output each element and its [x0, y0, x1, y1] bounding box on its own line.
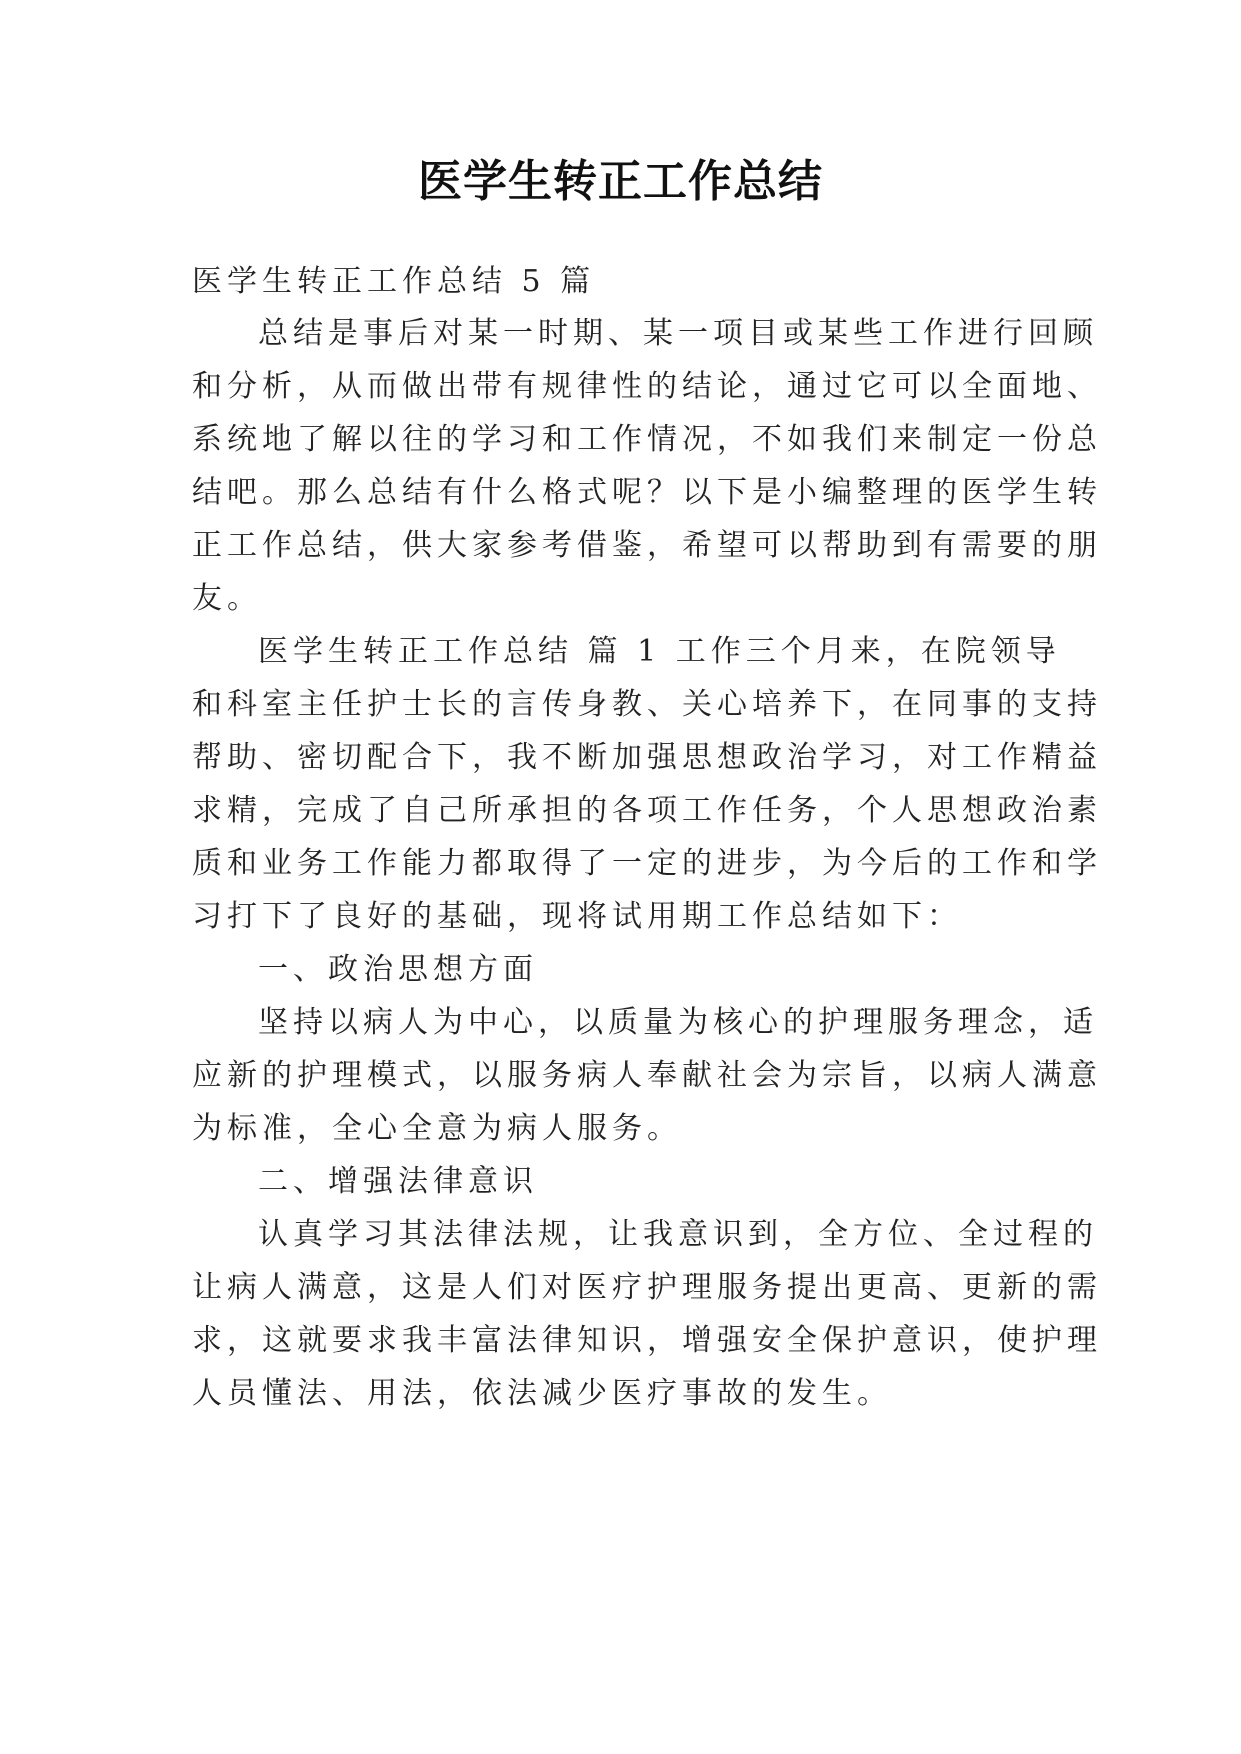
paragraph-line: 帮助、密切配合下，我不断加强思想政治学习，对工作精益 [192, 740, 1102, 775]
paragraph-line: 认真学习其法律法规，让我意识到，全方位、全过程的 [258, 1217, 1098, 1252]
paragraph-line: 让病人满意，这是人们对医疗护理服务提出更高、更新的需 [192, 1270, 1102, 1305]
paragraph-line: 质和业务工作能力都取得了一定的进步，为今后的工作和学 [192, 846, 1102, 881]
paragraph-line: 坚持以病人为中心，以质量为核心的护理服务理念，适 [258, 1005, 1098, 1040]
section-heading: 二、增强法律意识 [258, 1164, 538, 1199]
paragraph-line: 应新的护理模式，以服务病人奉献社会为宗旨，以病人满意 [192, 1058, 1102, 1093]
paragraph-line: 求，这就要求我丰富法律知识，增强安全保护意识，使护理 [192, 1323, 1102, 1358]
paragraph-line: 人员懂法、用法，依法减少医疗事故的发生。 [192, 1376, 892, 1411]
paragraph-line: 和分析，从而做出带有规律性的结论，通过它可以全面地、 [192, 369, 1102, 404]
subtitle-line: 医学生转正工作总结 5 篇 [192, 264, 596, 299]
paragraph-line: 结吧。那么总结有什么格式呢？以下是小编整理的医学生转 [192, 475, 1102, 510]
paragraph-line: 医学生转正工作总结 篇 1 工作三个月来，在院领导 [258, 634, 1061, 669]
paragraph-line: 系统地了解以往的学习和工作情况，不如我们来制定一份总 [192, 422, 1102, 457]
paragraph-line: 总结是事后对某一时期、某一项目或某些工作进行回顾 [258, 316, 1098, 351]
section-heading: 一、政治思想方面 [258, 952, 538, 987]
paragraph-line: 为标准，全心全意为病人服务。 [192, 1111, 682, 1146]
paragraph-line: 友。 [192, 581, 262, 616]
paragraph-line: 正工作总结，供大家参考借鉴，希望可以帮助到有需要的朋 [192, 528, 1102, 563]
paragraph-line: 和科室主任护士长的言传身教、关心培养下，在同事的支持 [192, 687, 1102, 722]
paragraph-line: 习打下了良好的基础，现将试用期工作总结如下： [192, 899, 962, 934]
document-title: 医学生转正工作总结 [418, 156, 823, 207]
paragraph-line: 求精，完成了自己所承担的各项工作任务，个人思想政治素 [192, 793, 1102, 828]
